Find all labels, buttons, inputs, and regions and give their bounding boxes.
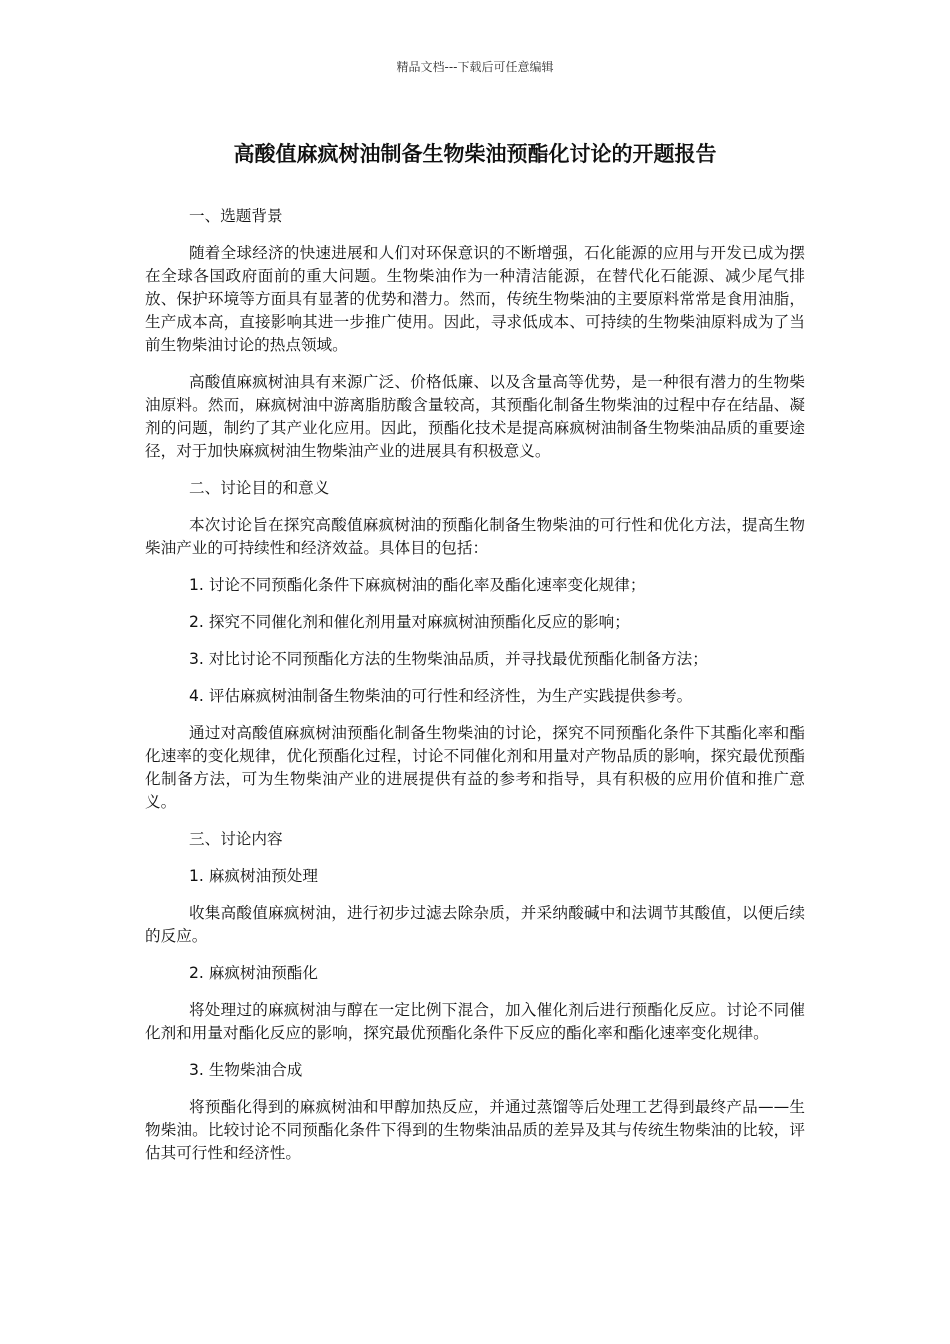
section-heading-content: 三、讨论内容 [189, 830, 283, 848]
document-body [145, 205, 805, 1179]
paragraph-background-1: 随着全球经济的快速进展和人们对环保意识的不断增强，石化能源的应用与开发已成为摆在全球各国政府面前的重大问题。生物柴油作为一种清洁能源，在替代化石能源、减少尾气排放、保护环境等方面具有显著的优势和潜力。然而，传统生物柴油的主要原料常常是食用油脂，生产成本高，直接影响其进一步推广使用。因此，寻求低成本、可持续的生物柴油原料成为了当前生物柴油讨论的热点领域。 [145, 244, 805, 354]
subheading-pretreatment: 1. 麻疯树油预处理 [189, 867, 318, 885]
subheading-synthesis: 3. 生物柴油合成 [189, 1061, 303, 1079]
paragraph-preesterification: 将处理过的麻疯树油与醇在一定比例下混合，加入催化剂后进行预酯化反应。讨论不同催化剂和用量对酯化反应的影响，探究最优预酯化条件下反应的酯化率和酯化速率变化规律。 [145, 1001, 805, 1042]
list-item: 1. 讨论不同预酯化条件下麻疯树油的酯化率及酯化速率变化规律； [189, 576, 646, 594]
list-item: 3. 对比讨论不同预酯化方法的生物柴油品质，并寻找最优预酯化制备方法； [189, 650, 708, 668]
paragraph-purpose-intro: 本次讨论旨在探究高酸值麻疯树油的预酯化制备生物柴油的可行性和优化方法，提高生物柴油产业的可持续性和经济效益。具体目的包括： [145, 516, 805, 557]
section-heading-purpose: 二、讨论目的和意义 [189, 479, 330, 497]
paragraph-pretreatment: 收集高酸值麻疯树油，进行初步过滤去除杂质，并采纳酸碱中和法调节其酸值，以便后续的反应。 [145, 904, 805, 945]
list-item: 2. 探究不同催化剂和催化剂用量对麻疯树油预酯化反应的影响； [189, 613, 630, 631]
section-heading-background: 一、选题背景 [189, 207, 283, 225]
paragraph-background-2: 高酸值麻疯树油具有来源广泛、价格低廉、以及含量高等优势，是一种很有潜力的生物柴油原料。然而，麻疯树油中游离脂肪酸含量较高，其预酯化制备生物柴油的过程中存在结晶、凝剂的问题，制约了其产业化应用。因此，预酯化技术是提高麻疯树油制备生物柴油品质的重要途径，对于加快麻疯树油生物柴油产业的进展具有积极意义。 [145, 373, 805, 460]
subheading-preesterification: 2. 麻疯树油预酯化 [189, 964, 318, 982]
header-note: 精品文档---下载后可任意编辑 [396, 60, 554, 74]
paragraph-purpose-summary: 通过对高酸值麻疯树油预酯化制备生物柴油的讨论，探究不同预酯化条件下其酯化率和酯化速率的变化规律，优化预酯化过程，讨论不同催化剂和用量对产物品质的影响，探究最优预酯化制备方法，可为生物柴油产业的进展提供有益的参考和指导，具有积极的应用价值和推广意义。 [145, 724, 805, 811]
paragraph-synthesis: 将预酯化得到的麻疯树油和甲醇加热反应，并通过蒸馏等后处理工艺得到最终产品——生物柴油。比较讨论不同预酯化条件下得到的生物柴油品质的差异及其与传统生物柴油的比较，评估其可行性和经济性。 [145, 1098, 805, 1162]
list-item: 4. 评估麻疯树油制备生物柴油的可行性和经济性，为生产实践提供参考。 [189, 687, 693, 705]
document-title: 高酸值麻疯树油制备生物柴油预酯化讨论的开题报告 [233, 142, 717, 166]
